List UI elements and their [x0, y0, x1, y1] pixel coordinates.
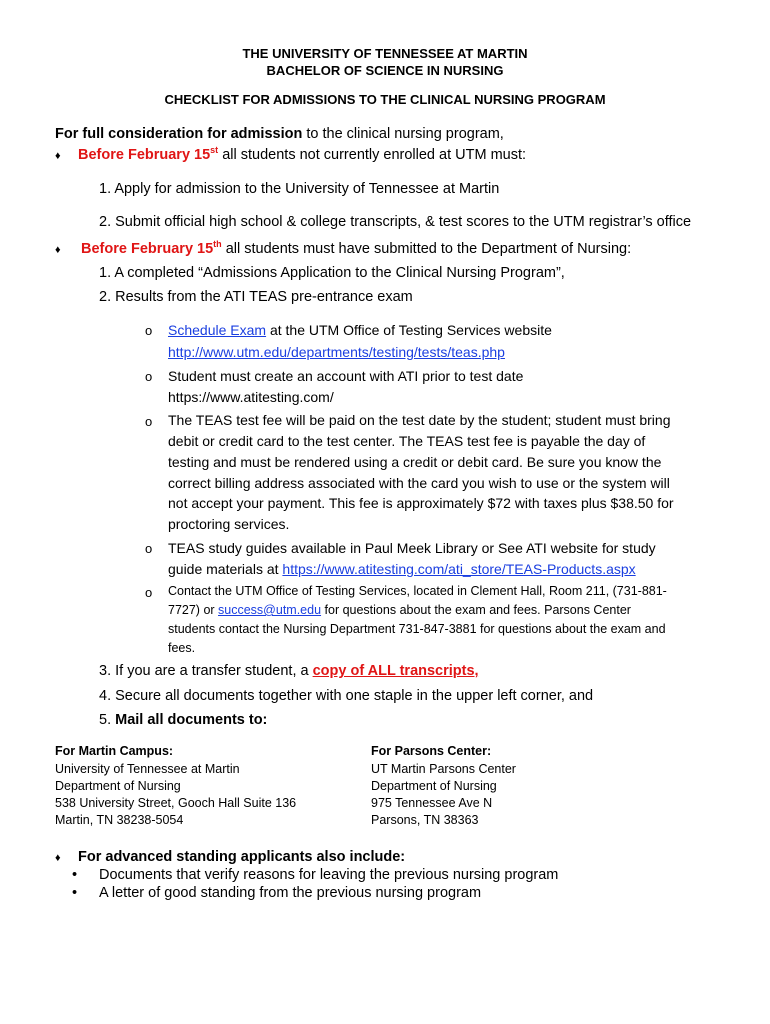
sub5-prefix: 7727) or	[168, 603, 219, 617]
diamond-bullet-icon: ♦	[55, 244, 61, 256]
sub5-line1: Contact the UTM Office of Testing Services, located in Clement Hall, Room 211, (731-881-	[168, 584, 667, 598]
item5-bold: Mail all documents to:	[115, 712, 268, 728]
section1-rest: all students not currently enrolled at UTM must:	[218, 147, 527, 163]
sub5-line3: students contact the Nursing Department 731-847-3881 for questions about the exam and	[168, 622, 666, 636]
parsons-address-line: UT Martin Parsons Center	[371, 762, 516, 776]
section1-sup: st	[210, 145, 219, 156]
sub1-rest: at the UTM Office of Testing Services website	[266, 322, 552, 338]
sub3-line: proctoring services.	[168, 516, 290, 532]
intro-rest: to the clinical nursing program,	[302, 126, 504, 142]
sub3-line: correct billing address associated with the card you wish to use or the system will	[168, 475, 670, 491]
intro-bold: For full consideration for admission	[55, 126, 303, 142]
sub5-line4: fees.	[168, 641, 196, 655]
email-link[interactable]: success@utm.edu	[218, 603, 322, 617]
sub2-line2: https://www.atitesting.com/	[168, 389, 334, 405]
title-checklist: CHECKLIST FOR ADMISSIONS TO THE CLINICAL NURSING PROGRAM	[164, 92, 606, 107]
title-degree: BACHELOR OF SCIENCE IN NURSING	[266, 63, 504, 78]
item3-prefix: 3. If you are a transfer student, a	[99, 663, 313, 679]
sub3-line: The TEAS test fee will be paid on the test date by the student; student must bring	[168, 412, 671, 428]
section1-item-2: 2. Submit official high school & college transcripts, & test scores to the UTM registrar’s office	[99, 214, 692, 230]
diamond-bullet-icon: ♦	[55, 150, 61, 162]
sub3-line: not accept your payment. This fee is approximately $72 with taxes plus $38.50 for	[168, 495, 674, 511]
section2-item-5	[99, 712, 267, 728]
sub4-line2	[168, 561, 636, 577]
sub3-line: debit or credit card to the test center. The TEAS test fee is payable the day of	[168, 433, 646, 449]
title-university: THE UNIVERSITY OF TENNESSEE AT MARTIN	[242, 46, 528, 61]
dot-bullet-icon: •	[72, 867, 78, 883]
teas-products-link[interactable]: https://www.atitesting.com/ati_store/TEAS-Products.aspx	[282, 561, 636, 577]
section2-item-3	[99, 663, 479, 679]
advanced-item: A letter of good standing from the previous nursing program	[99, 885, 482, 901]
section2-heading	[81, 241, 631, 257]
section2-item-4: 4. Secure all documents together with one staple in the upper left corner, and	[99, 688, 594, 704]
parsons-address-line: Parsons, TN 38363	[371, 813, 479, 827]
sub5-rest: for questions about the exam and fees. Parsons Center	[321, 603, 631, 617]
circle-bullet-icon: o	[145, 414, 153, 429]
parsons-heading: For Parsons Center:	[371, 744, 492, 758]
section2-item-1: 1. A completed “Admissions Application to the Clinical Nursing Program”,	[99, 265, 565, 281]
section2-rest: all students must have submitted to the Department of Nursing:	[221, 241, 632, 257]
sub4-line1: TEAS study guides available in Paul Meek Library or See ATI website for study	[168, 540, 656, 556]
sub3-line: testing and must be rendered using a credit or debit card. Be sure you know the	[168, 454, 662, 470]
sub4-prefix: guide materials at	[168, 561, 283, 577]
section1-deadline: Before February 15	[78, 147, 211, 163]
parsons-address-line: Department of Nursing	[371, 779, 497, 793]
circle-bullet-icon: o	[145, 541, 153, 556]
martin-heading: For Martin Campus:	[55, 744, 174, 758]
martin-address-line: Department of Nursing	[55, 779, 181, 793]
sub5-line2	[168, 603, 631, 617]
circle-bullet-icon: o	[145, 369, 153, 384]
circle-bullet-icon: o	[145, 585, 153, 600]
section2-sup: th	[213, 239, 222, 250]
intro-line	[55, 126, 504, 142]
section2-item-2: 2. Results from the ATI TEAS pre-entrance exam	[99, 289, 413, 305]
diamond-bullet-icon: ♦	[55, 852, 61, 864]
item3-red: copy of ALL transcripts,	[312, 663, 479, 679]
section1-item-1: 1. Apply for admission to the University of Tennessee at Martin	[99, 181, 500, 197]
martin-address-line: Martin, TN 38238-5054	[55, 813, 184, 827]
dot-bullet-icon: •	[72, 885, 78, 901]
advanced-item: Documents that verify reasons for leaving the previous nursing program	[99, 867, 559, 883]
item5-num: 5.	[99, 712, 116, 728]
sub1-line	[168, 322, 552, 338]
schedule-exam-link[interactable]: Schedule Exam	[168, 322, 267, 338]
martin-address-line: University of Tennessee at Martin	[55, 762, 240, 776]
advanced-heading: For advanced standing applicants also include:	[78, 849, 406, 865]
section2-deadline: Before February 15	[81, 241, 214, 257]
martin-address-line: 538 University Street, Gooch Hall Suite 136	[55, 796, 297, 810]
section1-heading	[78, 147, 526, 163]
teas-url-link[interactable]: http://www.utm.edu/departments/testing/tests/teas.php	[168, 344, 505, 360]
parsons-address-line: 975 Tennessee Ave N	[371, 796, 493, 810]
circle-bullet-icon: o	[145, 323, 153, 338]
sub2-line1: Student must create an account with ATI prior to test date	[168, 368, 524, 384]
